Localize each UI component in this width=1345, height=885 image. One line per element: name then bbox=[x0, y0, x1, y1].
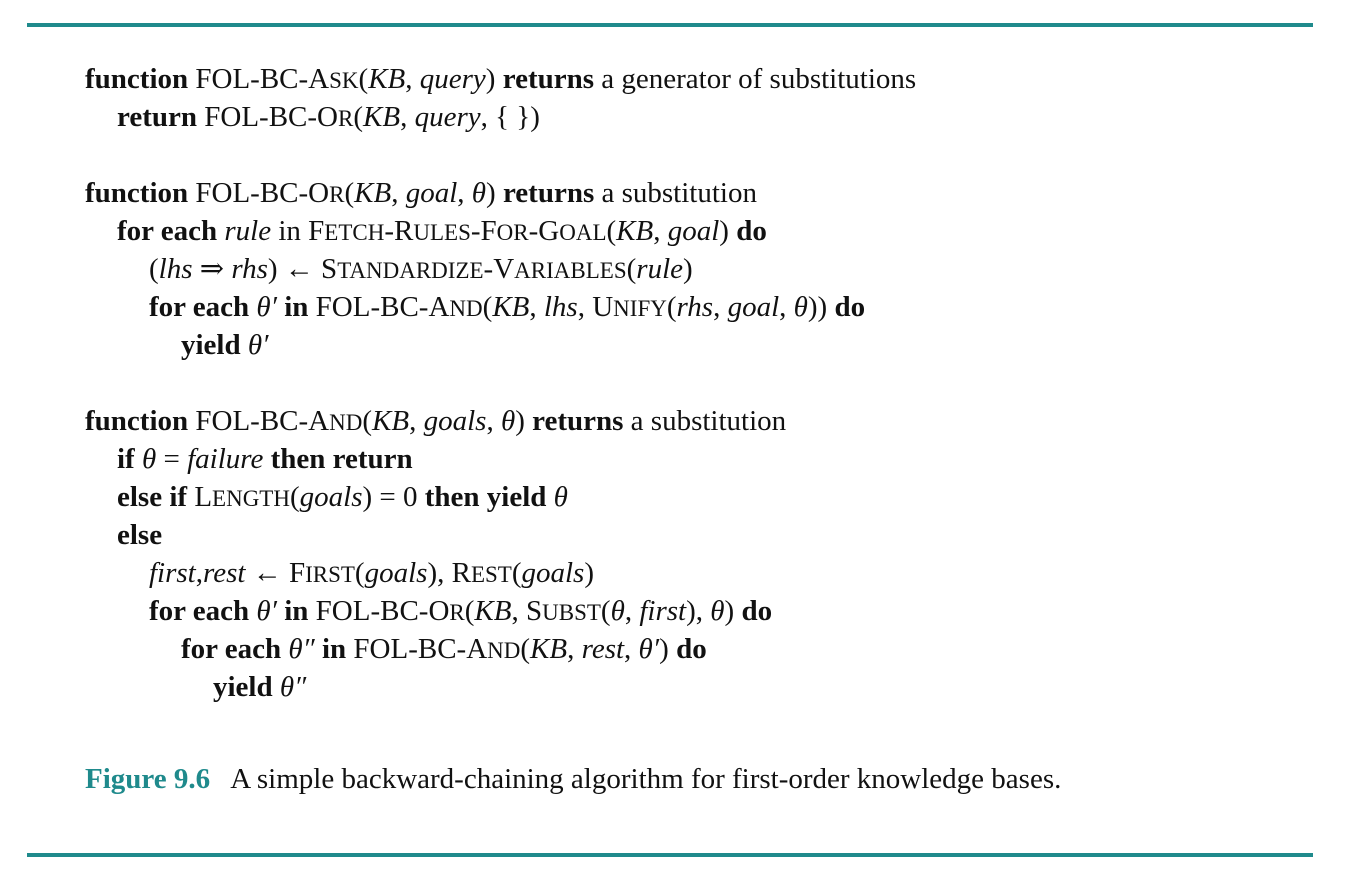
code-text: FOL-BC-A bbox=[346, 633, 488, 665]
keyword: do bbox=[736, 215, 767, 247]
code-text: R bbox=[338, 106, 354, 131]
code-text: IRST bbox=[305, 562, 355, 587]
keyword: then yield bbox=[424, 481, 547, 513]
code-text: in F bbox=[271, 215, 325, 247]
code-text: , U bbox=[577, 291, 614, 323]
code-text: ) bbox=[486, 177, 503, 209]
code-text: ENGTH bbox=[212, 486, 290, 511]
code-text: ARIABLES bbox=[514, 258, 627, 283]
code-text: ( bbox=[353, 101, 364, 133]
code-text: OAL bbox=[559, 220, 607, 245]
variable: query bbox=[419, 63, 486, 95]
code-text bbox=[135, 443, 142, 475]
code-text: R bbox=[329, 182, 345, 207]
code-text: ( bbox=[344, 177, 355, 209]
code-text: , bbox=[713, 291, 728, 323]
variable: θ bbox=[141, 443, 157, 475]
code-text bbox=[546, 481, 553, 513]
keyword: function bbox=[85, 63, 189, 95]
variable: θ′ bbox=[247, 329, 269, 361]
code-text: ) bbox=[485, 63, 503, 95]
code-text: ) bbox=[584, 557, 595, 589]
figure-caption bbox=[85, 760, 1061, 798]
variable: KB bbox=[530, 633, 568, 665]
code-text: ) bbox=[724, 595, 742, 627]
code-text: , bbox=[405, 63, 420, 95]
keyword: in bbox=[284, 291, 309, 323]
keyword: returns bbox=[532, 405, 624, 437]
variable: goals bbox=[521, 557, 585, 589]
keyword: yield bbox=[181, 329, 241, 361]
variable: rest bbox=[581, 633, 625, 665]
code-text: SK bbox=[329, 68, 359, 93]
keyword: function bbox=[85, 177, 189, 209]
variable: rhs bbox=[231, 253, 268, 285]
variable: rest bbox=[203, 557, 246, 589]
variable: lhs bbox=[158, 253, 193, 285]
variable: KB bbox=[616, 215, 654, 247]
code-text: FOL-BC-A bbox=[308, 291, 450, 323]
variable: KB bbox=[354, 177, 392, 209]
variable: θ bbox=[710, 595, 725, 627]
variable: θ′ bbox=[638, 633, 660, 665]
code-text: EST bbox=[470, 562, 512, 587]
code-text: FOL-BC-A bbox=[188, 405, 330, 437]
code-text: ULES bbox=[413, 220, 471, 245]
variable: rule bbox=[224, 215, 272, 247]
keyword: returns bbox=[502, 63, 595, 95]
variable: first bbox=[149, 557, 196, 589]
code-text: ( bbox=[149, 253, 159, 285]
code-text bbox=[263, 443, 270, 475]
code-line bbox=[85, 402, 786, 442]
code-line bbox=[85, 174, 757, 214]
code-text: ) bbox=[719, 215, 737, 247]
variable: goal bbox=[667, 215, 720, 247]
code-text bbox=[241, 329, 248, 361]
variable: rule bbox=[636, 253, 683, 285]
code-text: ETCH bbox=[324, 220, 385, 245]
code-text: ( bbox=[464, 595, 475, 627]
keyword: for each bbox=[149, 291, 250, 323]
code-text: L bbox=[187, 481, 213, 513]
code-text: ( bbox=[666, 291, 677, 323]
code-text bbox=[315, 633, 322, 665]
code-text: FOL-BC-O bbox=[188, 177, 330, 209]
code-text: = bbox=[156, 443, 188, 475]
variable: KB bbox=[372, 405, 410, 437]
code-text: , bbox=[409, 405, 424, 437]
code-text: , bbox=[391, 177, 406, 209]
code-text: , bbox=[624, 595, 640, 627]
code-text: ( bbox=[511, 557, 522, 589]
variable: θ bbox=[610, 595, 625, 627]
code-text: ), bbox=[686, 595, 711, 627]
figure-label: Figure 9.6 bbox=[85, 763, 211, 795]
code-text: , bbox=[529, 291, 544, 323]
variable: rhs bbox=[676, 291, 714, 323]
code-text: ( bbox=[289, 481, 300, 513]
keyword: for each bbox=[149, 595, 250, 627]
code-text: , bbox=[653, 215, 668, 247]
variable: KB bbox=[474, 595, 512, 627]
keyword: returns bbox=[502, 177, 595, 209]
code-text: , bbox=[400, 101, 415, 133]
code-line bbox=[149, 250, 693, 290]
code-text: UBST bbox=[542, 600, 601, 625]
variable: θ′ bbox=[256, 595, 277, 627]
code-line bbox=[149, 288, 865, 328]
top-rule bbox=[27, 23, 1313, 27]
keyword: for each bbox=[117, 215, 218, 247]
variable: θ bbox=[500, 405, 516, 437]
keyword: do bbox=[676, 633, 707, 665]
variable: goals bbox=[364, 557, 428, 589]
variable: θ″ bbox=[279, 671, 307, 703]
code-text: , bbox=[567, 633, 582, 665]
code-line bbox=[117, 516, 162, 554]
code-text: OR bbox=[496, 220, 529, 245]
code-text: -F bbox=[470, 215, 497, 247]
variable: θ bbox=[793, 291, 808, 323]
variable: goal bbox=[727, 291, 780, 323]
variable: θ′ bbox=[256, 291, 277, 323]
variable: first bbox=[639, 595, 687, 627]
code-text: ) bbox=[659, 633, 677, 665]
figure-caption-text: A simple backward-chaining algorithm for first-order knowledge bases. bbox=[230, 763, 1062, 795]
variable: KB bbox=[368, 63, 406, 95]
keyword: do bbox=[741, 595, 773, 627]
variable: query bbox=[414, 101, 481, 133]
code-text: ( bbox=[362, 405, 373, 437]
code-text: ) bbox=[515, 405, 533, 437]
code-text: ) = 0 bbox=[362, 481, 425, 513]
variable: goals bbox=[299, 481, 363, 513]
keyword: yield bbox=[213, 671, 273, 703]
code-text: -G bbox=[528, 215, 560, 247]
keyword: for each bbox=[181, 633, 282, 665]
code-text: NIFY bbox=[613, 296, 667, 321]
code-text: ( bbox=[520, 633, 531, 665]
variable: goals bbox=[423, 405, 487, 437]
code-line bbox=[181, 326, 268, 364]
code-text: )) bbox=[807, 291, 835, 323]
variable: θ bbox=[471, 177, 487, 209]
code-line bbox=[149, 554, 594, 594]
keyword: else if bbox=[117, 481, 188, 513]
code-text: ND bbox=[487, 638, 521, 663]
bottom-rule bbox=[27, 853, 1313, 857]
code-text: , S bbox=[511, 595, 543, 627]
keyword: function bbox=[85, 405, 189, 437]
variable: failure bbox=[187, 443, 264, 475]
code-text: R bbox=[449, 600, 465, 625]
code-text: FOL-BC-O bbox=[197, 101, 338, 133]
variable: lhs bbox=[543, 291, 578, 323]
code-text: , bbox=[486, 405, 501, 437]
code-text: ← F bbox=[245, 557, 306, 589]
code-line bbox=[181, 630, 707, 670]
code-text: ( bbox=[354, 557, 365, 589]
code-text: ) ← S bbox=[267, 253, 338, 285]
code-text: a substitution bbox=[623, 405, 787, 437]
code-text: ( bbox=[606, 215, 617, 247]
code-text: , bbox=[457, 177, 472, 209]
code-text: ( bbox=[358, 63, 369, 95]
code-line bbox=[117, 478, 568, 518]
code-line bbox=[117, 212, 767, 252]
code-text: ( bbox=[626, 253, 637, 285]
code-text: FOL-BC-O bbox=[308, 595, 450, 627]
keyword: then return bbox=[270, 443, 413, 475]
code-text: -V bbox=[483, 253, 515, 285]
variable: θ bbox=[553, 481, 568, 513]
variable: goal bbox=[405, 177, 458, 209]
code-line bbox=[85, 60, 916, 100]
variable: KB bbox=[492, 291, 530, 323]
keyword: in bbox=[321, 633, 347, 665]
keyword: return bbox=[117, 101, 198, 133]
code-text: , bbox=[779, 291, 794, 323]
code-line bbox=[117, 440, 413, 478]
variable: KB bbox=[363, 101, 401, 133]
variable: θ″ bbox=[288, 633, 315, 665]
code-text: ( bbox=[482, 291, 493, 323]
keyword: if bbox=[117, 443, 135, 475]
code-text: a generator of substitutions bbox=[594, 63, 917, 95]
keyword: else bbox=[117, 519, 163, 551]
code-text: , { }) bbox=[480, 101, 540, 133]
code-text: ⇒ bbox=[192, 253, 232, 285]
code-text: ), R bbox=[427, 557, 471, 589]
code-text: -R bbox=[384, 215, 414, 247]
code-text: ND bbox=[449, 296, 483, 321]
code-text: ( bbox=[600, 595, 611, 627]
code-text: FOL-BC-A bbox=[188, 63, 330, 95]
code-text: ) bbox=[683, 253, 693, 285]
keyword: in bbox=[284, 595, 309, 627]
code-text: ND bbox=[329, 410, 363, 435]
code-text: , bbox=[195, 557, 203, 589]
caption-text-spacer bbox=[217, 763, 224, 795]
code-text bbox=[273, 671, 280, 703]
code-text: , bbox=[624, 633, 639, 665]
keyword: do bbox=[834, 291, 866, 323]
code-line bbox=[213, 668, 306, 706]
code-text: TANDARDIZE bbox=[337, 258, 484, 283]
code-text: a substitution bbox=[594, 177, 757, 209]
code-line bbox=[117, 98, 540, 138]
code-line bbox=[149, 592, 772, 632]
